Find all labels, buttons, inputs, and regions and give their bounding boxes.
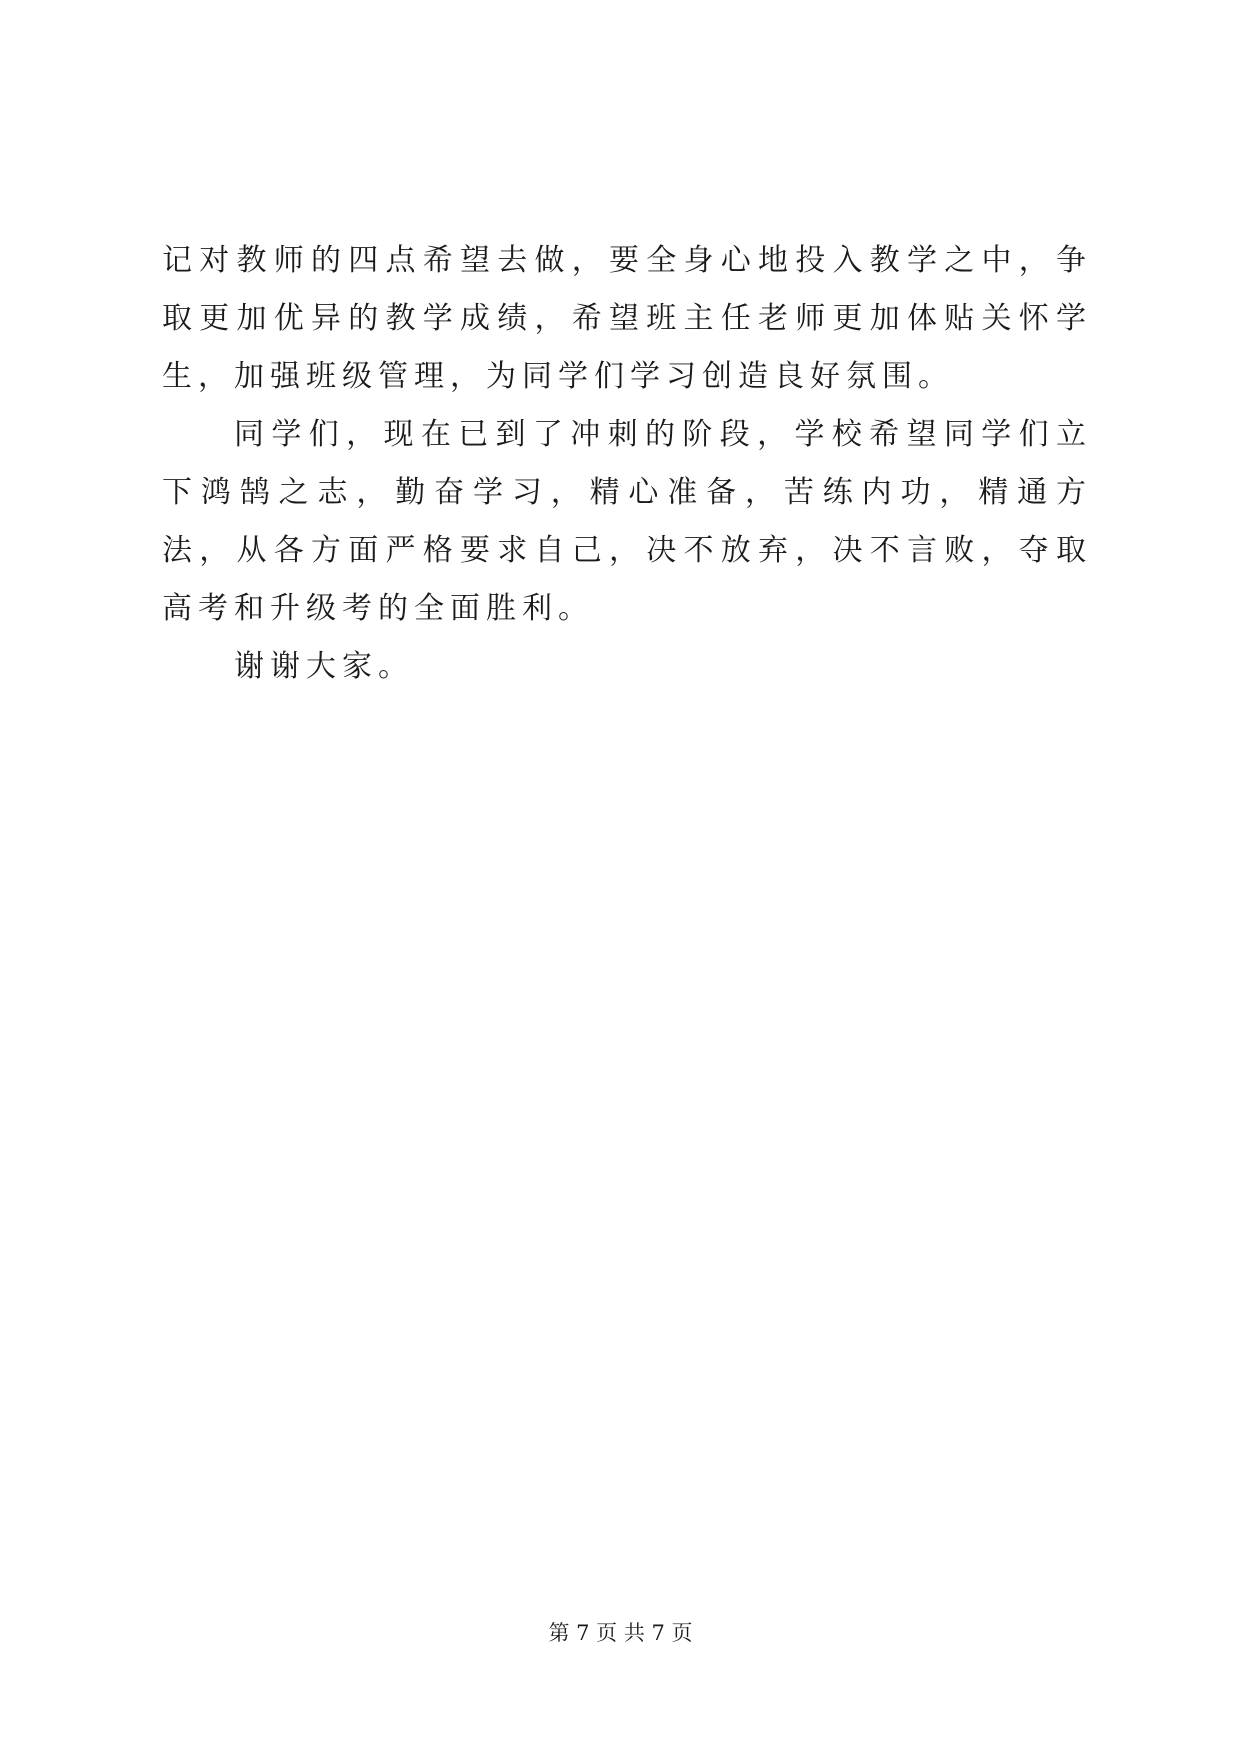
paragraph-continuation: 记对教师的四点希望去做，要全身心地投入教学之中，争取更加优异的教学成绩，希望班主任老师更加体贴关怀学生，加强班级管理，为同学们学习创造良好氛围。 (162, 243, 1092, 394)
paragraph-exhortation: 同学们，现在已到了冲刺的阶段，学校希望同学们立下鸿鹄之志，勤奋学习，精心准备，苦练内功，精通方法，从各方面严格要求自己，决不放弃，决不言败，夺取高考和升级考的全面胜利。 (162, 417, 1092, 626)
page-footer: 第 7 页 共 7 页 (548, 1621, 693, 1645)
paragraph-closing: 谢谢大家。 (234, 649, 414, 684)
document-body (162, 232, 1092, 696)
